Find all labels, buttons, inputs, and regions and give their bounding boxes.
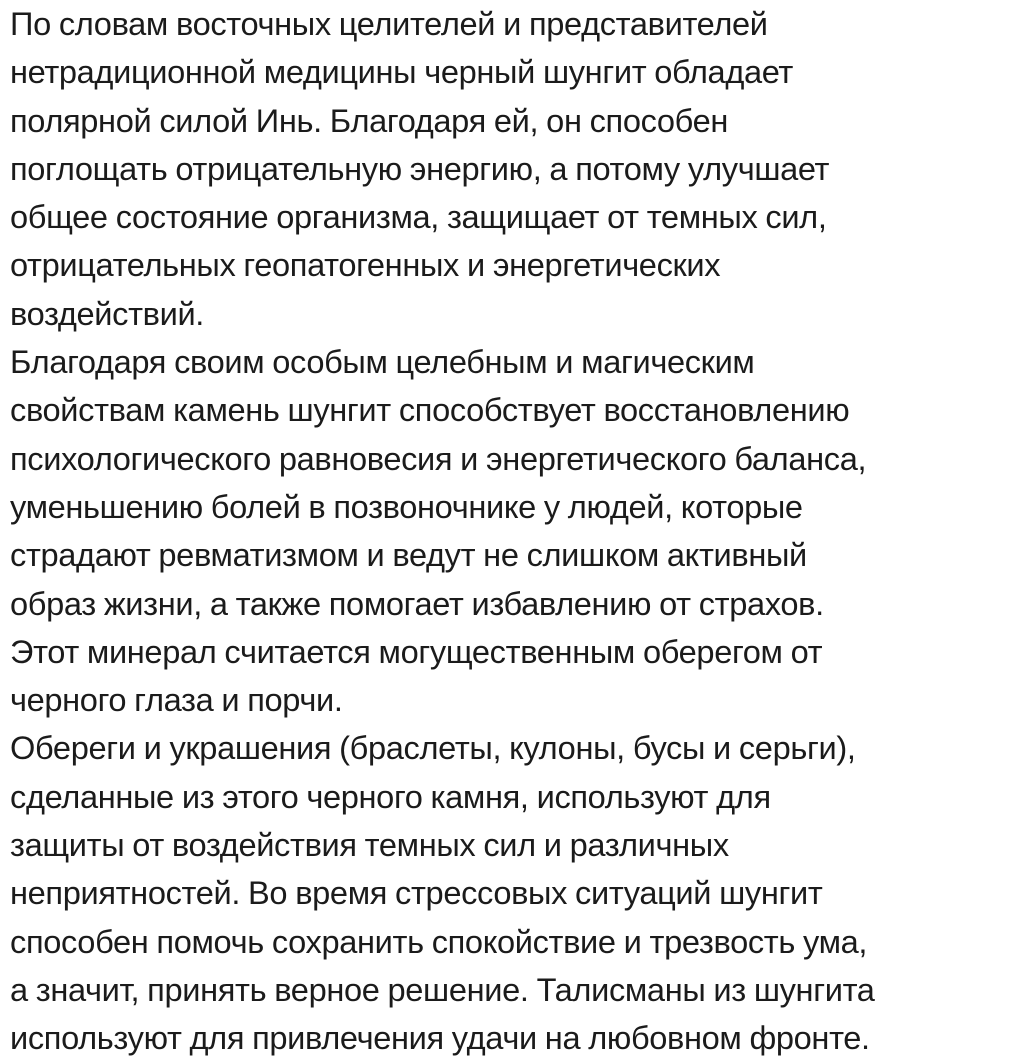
text-line: полярной силой Инь. Благодаря ей, он способен — [10, 101, 729, 139]
text-line: По словам восточных целителей и представителей — [10, 5, 768, 42]
text-line: черного глаза и порчи. — [10, 681, 343, 719]
article-text — [10, 0, 1016, 1063]
text-line: способен помочь сохранить спокойствие и трезвость ума, — [10, 922, 868, 960]
text-line: образ жизни, а также помогает избавлению от страхов. — [10, 584, 824, 622]
text-line: психологического равновесия и энергетического баланса, — [10, 439, 867, 477]
text-line: Этот минерал считается могущественным оберегом от — [10, 632, 823, 670]
text-line: свойствам камень шунгит способствует восстановлению — [10, 391, 850, 429]
text-line: воздействий. — [10, 294, 205, 332]
text-line: страдают ревматизмом и ведут не слишком активный — [10, 536, 807, 574]
text-line: уменьшению болей в позвоночнике у людей, которые — [10, 487, 803, 525]
text-line: Обереги и украшения (браслеты, кулоны, бусы и серьги), — [10, 729, 856, 767]
text-line: общее состояние организма, защищает от темных сил, — [10, 198, 827, 236]
text-line: используют для привлечения удачи на любовном фронте. — [10, 1019, 870, 1057]
text-line: неприятностей. Во время стрессовых ситуаций шунгит — [10, 874, 823, 912]
text-line: защиты от воздействия темных сил и различных — [10, 826, 729, 864]
text-line: отрицательных геопатогенных и энергетических — [10, 246, 721, 284]
text-line: Благодаря своим особым целебным и магическим — [10, 343, 755, 381]
text-line: сделанные из этого черного камня, используют для — [10, 777, 771, 815]
text-line: а значит, принять верное решение. Талисманы из шунгита — [10, 970, 875, 1008]
text-line: нетрадиционной медицины черный шунгит обладает — [10, 53, 794, 91]
text-line: поглощать отрицательную энергию, а потому улучшает — [10, 149, 830, 187]
